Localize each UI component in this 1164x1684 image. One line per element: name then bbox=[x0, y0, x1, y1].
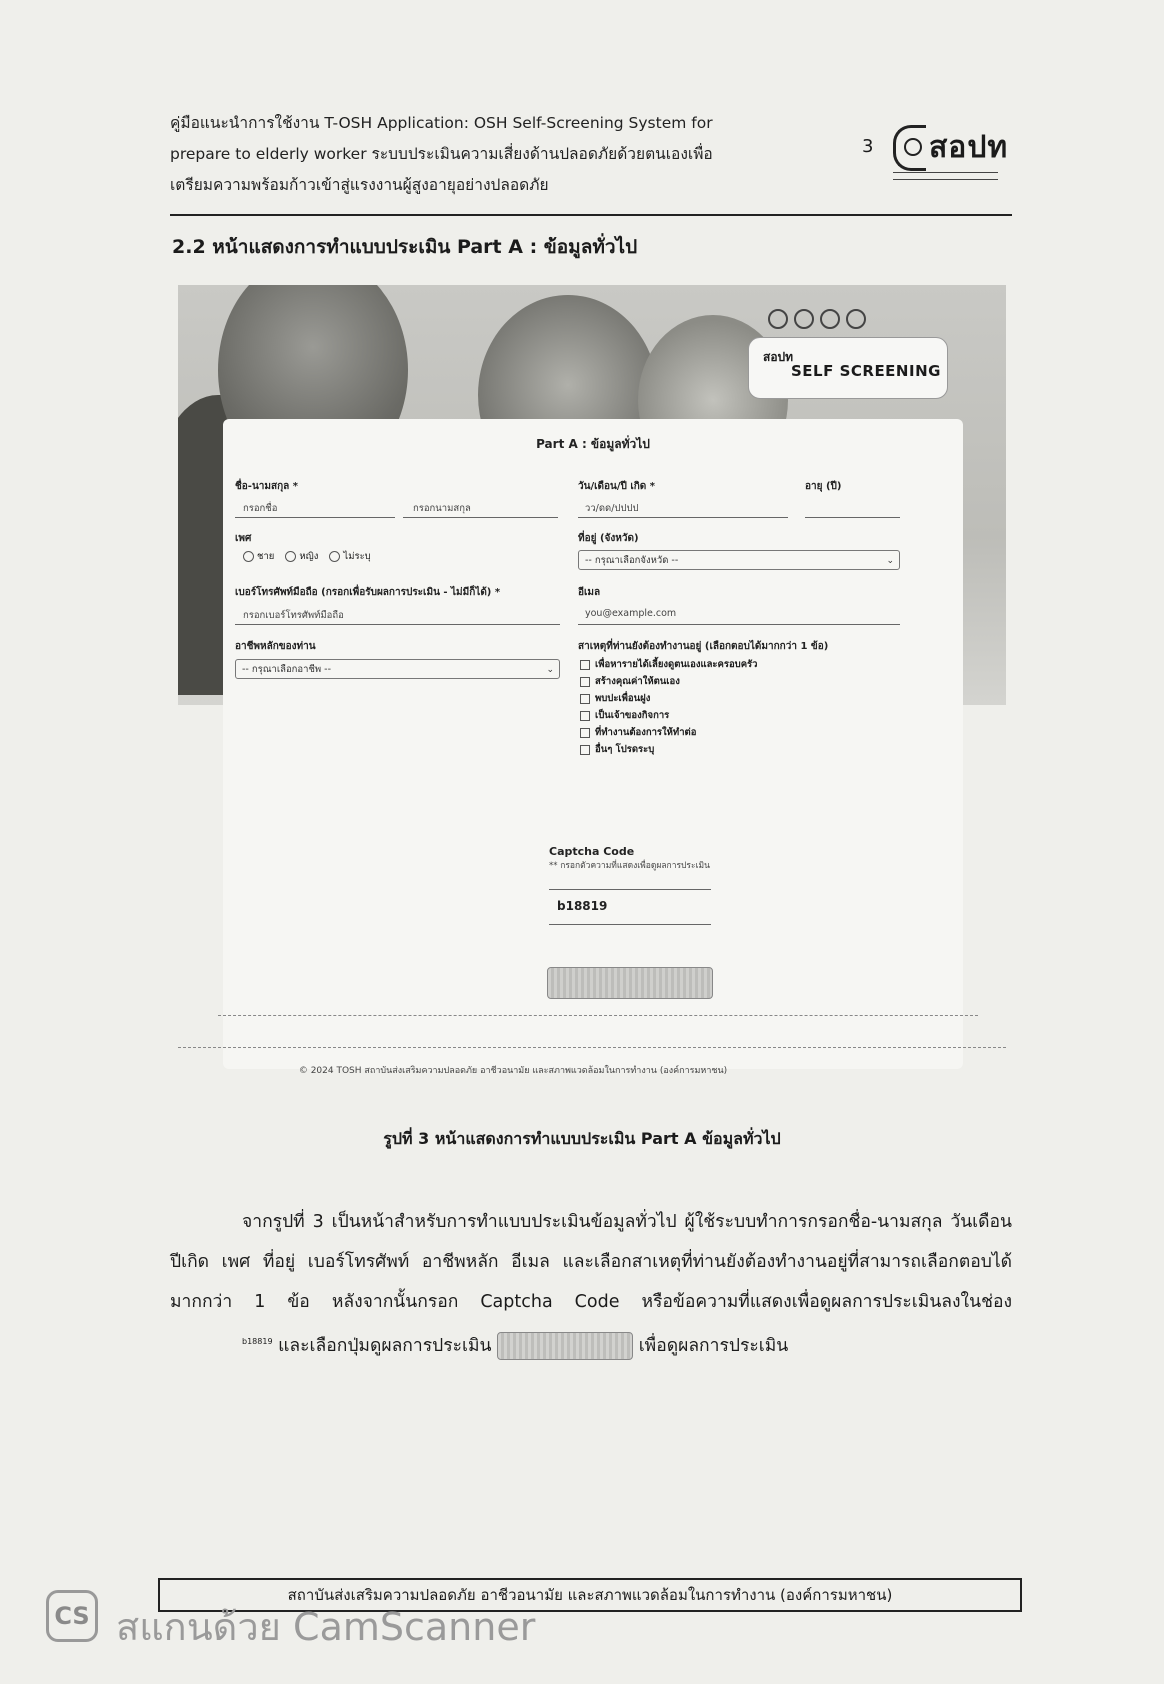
part-a-form bbox=[223, 419, 963, 1069]
tosh-logo bbox=[893, 124, 1008, 171]
dob-input[interactable]: วว/ดด/ปปปป bbox=[585, 503, 639, 514]
header-line-2: prepare to elderly worker ระบบประเมินความเสี่ยงด้านปลอดภัยด้วยตนเองเพื่อ bbox=[170, 145, 713, 163]
badge-logo: สอปท bbox=[763, 350, 794, 364]
captcha-top-line bbox=[549, 889, 711, 890]
reason-option[interactable] bbox=[580, 657, 758, 674]
captcha-label: Captcha Code bbox=[549, 845, 635, 858]
checkbox[interactable] bbox=[580, 694, 590, 704]
paragraph-text-1: จากรูปที่ 3 เป็นหน้าสำหรับการทำแบบประเมินข้อมูลทั่วไป ผู้ใช้ระบบทำการกรอกชื่อ-นามสกุล วันเดือนปีเกิด เพศ ที่อยู่ เบอร์โทรศัพท์ อาชีพหลัก อีเมล และเลือกสาเหตุที่ท่านยังต้องทำงานอยู่ที่สามารถเลือกตอบได้มากกว่า 1 ข้อ หลังจากนั้นกรอก Captcha Code หรือข้อความที่แสดงเพื่อดูผลการประเมินลงในช่อง bbox=[170, 1212, 1012, 1312]
reason-option[interactable] bbox=[580, 674, 758, 691]
reason-option[interactable] bbox=[580, 725, 758, 742]
checkbox[interactable] bbox=[580, 660, 590, 670]
gender-unspecified-label: ไม่ระบุ bbox=[343, 551, 371, 562]
reason-option-label: พบปะเพื่อนฝูง bbox=[595, 693, 651, 704]
name-label: ชื่อ-นามสกุล * bbox=[235, 481, 298, 492]
reason-option-label: เพื่อหารายได้เลี้ยงดูตนเองและครอบครัว bbox=[595, 659, 758, 670]
checkbox[interactable] bbox=[580, 728, 590, 738]
reason-option[interactable] bbox=[580, 708, 758, 725]
checkbox[interactable] bbox=[580, 745, 590, 755]
captcha-input[interactable]: b18819 bbox=[557, 899, 608, 913]
social-icons[interactable] bbox=[768, 309, 866, 329]
globe-icon[interactable] bbox=[846, 309, 866, 329]
screenshot-copyright: © 2024 TOSH สถาบันส่งเสริมความปลอดภัย อาชีวอนามัย และสภาพแวดล้อมในการทำงาน (องค์การมหาชน) bbox=[298, 1066, 728, 1076]
header-line-3: เตรียมความพร้อมก้าวเข้าสู่แรงงานผู้สูงอายุอย่างปลอดภัย bbox=[170, 176, 549, 194]
reason-option-label: ที่ทำงานต้องการให้ทำต่อ bbox=[595, 727, 697, 738]
tosh-logo-icon bbox=[893, 125, 926, 171]
reason-checkbox-list bbox=[580, 657, 758, 759]
first-name-input[interactable]: กรอกชื่อ bbox=[243, 503, 278, 514]
section-title: 2.2 หน้าแสดงการทำแบบประเมิน Part A : ข้อมูลทั่วไป bbox=[172, 236, 638, 258]
reason-option-label: อื่นๆ โปรดระบุ bbox=[595, 744, 655, 755]
occupation-label: อาชีพหลักของท่าน bbox=[235, 641, 316, 652]
dob-underline bbox=[578, 517, 788, 518]
camscanner-watermark: สแกนด้วย CamScanner bbox=[116, 1605, 536, 1649]
body-paragraph bbox=[170, 1202, 1012, 1366]
age-input[interactable] bbox=[805, 517, 900, 518]
page-number: 3 bbox=[862, 136, 874, 157]
checkbox[interactable] bbox=[580, 711, 590, 721]
inline-captcha-sample: b18819 bbox=[242, 1337, 273, 1346]
tosh-logo-text: สอปท bbox=[929, 130, 1009, 165]
youtube-icon[interactable] bbox=[820, 309, 840, 329]
paragraph-text-3: เพื่อดูผลการประเมิน bbox=[638, 1335, 789, 1356]
reason-option[interactable] bbox=[580, 691, 758, 708]
gender-unspecified-radio[interactable] bbox=[329, 551, 340, 562]
logo-underline bbox=[893, 172, 998, 180]
province-select-value: -- กรุณาเลือกจังหวัด -- bbox=[585, 555, 679, 566]
province-label: ที่อยู่ (จังหวัด) bbox=[578, 533, 639, 544]
phone-underline bbox=[235, 624, 560, 625]
last-name-input[interactable]: กรอกนามสกุล bbox=[413, 503, 471, 514]
checkbox[interactable] bbox=[580, 677, 590, 687]
paragraph-text-2: และเลือกปุ่มดูผลการประเมิน bbox=[278, 1335, 492, 1356]
email-underline bbox=[578, 624, 900, 625]
form-title: Part A : ข้อมูลทั่วไป bbox=[536, 437, 650, 451]
document-header-text bbox=[170, 108, 770, 201]
gender-female-radio[interactable] bbox=[285, 551, 296, 562]
gender-radio-group bbox=[235, 549, 371, 564]
phone-label: เบอร์โทรศัพท์มือถือ (กรอกเพื่อรับผลการประเมิน - ไม่มีก็ได้) * bbox=[235, 587, 501, 598]
email-input[interactable]: you@example.com bbox=[585, 608, 677, 619]
captcha-underline bbox=[549, 924, 711, 925]
occupation-select[interactable] bbox=[235, 659, 560, 679]
view-results-button[interactable] bbox=[547, 967, 713, 999]
captcha-hint: ** กรอกตัวความที่แสดงเพื่อดูผลการประเมิน bbox=[549, 861, 710, 871]
footer-divider bbox=[178, 1047, 1006, 1049]
reason-label: สาเหตุที่ท่านยังต้องทำงานอยู่ (เลือกตอบได้มากกว่า 1 ข้อ) bbox=[578, 641, 829, 652]
facebook-icon[interactable] bbox=[768, 309, 788, 329]
phone-input[interactable]: กรอกเบอร์โทรศัพท์มือถือ bbox=[243, 610, 344, 621]
self-screening-badge bbox=[748, 337, 948, 399]
chevron-down-icon: ⌄ bbox=[546, 665, 554, 675]
first-name-underline bbox=[235, 517, 395, 518]
document-footer: สถาบันส่งเสริมความปลอดภัย อาชีวอนามัย และสภาพแวดล้อมในการทำงาน (องค์การมหาชน) bbox=[158, 1578, 1022, 1612]
gender-male-label: ชาย bbox=[257, 551, 275, 562]
figure-caption: รูปที่ 3 หน้าแสดงการทำแบบประเมิน Part A ข้อมูลทั่วไป bbox=[383, 1129, 781, 1148]
embedded-screenshot bbox=[178, 285, 1006, 1075]
line-icon[interactable] bbox=[794, 309, 814, 329]
reason-option-label: เป็นเจ้าของกิจการ bbox=[595, 710, 670, 721]
reason-option[interactable] bbox=[580, 742, 758, 759]
province-select[interactable] bbox=[578, 550, 900, 570]
header-divider bbox=[170, 214, 1012, 216]
camscanner-logo-icon: CS bbox=[46, 1590, 98, 1642]
gender-label: เพศ bbox=[235, 533, 252, 544]
footer-divider bbox=[218, 1015, 978, 1017]
last-name-underline bbox=[403, 517, 558, 518]
reason-option-label: สร้างคุณค่าให้ตนเอง bbox=[595, 676, 680, 687]
chevron-down-icon: ⌄ bbox=[886, 556, 894, 566]
badge-title: SELF SCREENING bbox=[791, 362, 941, 380]
inline-button-sample bbox=[497, 1332, 633, 1360]
header-line-1: คู่มือแนะนำการใช้งาน T-OSH Application: OSH Self-Screening System for bbox=[170, 114, 713, 132]
email-label: อีเมล bbox=[578, 587, 601, 598]
gender-female-label: หญิง bbox=[299, 551, 319, 562]
age-label: อายุ (ปี) bbox=[805, 481, 842, 492]
occupation-select-value: -- กรุณาเลือกอาชีพ -- bbox=[242, 664, 332, 675]
gender-male-radio[interactable] bbox=[243, 551, 254, 562]
dob-label: วัน/เดือน/ปี เกิด * bbox=[578, 481, 656, 492]
